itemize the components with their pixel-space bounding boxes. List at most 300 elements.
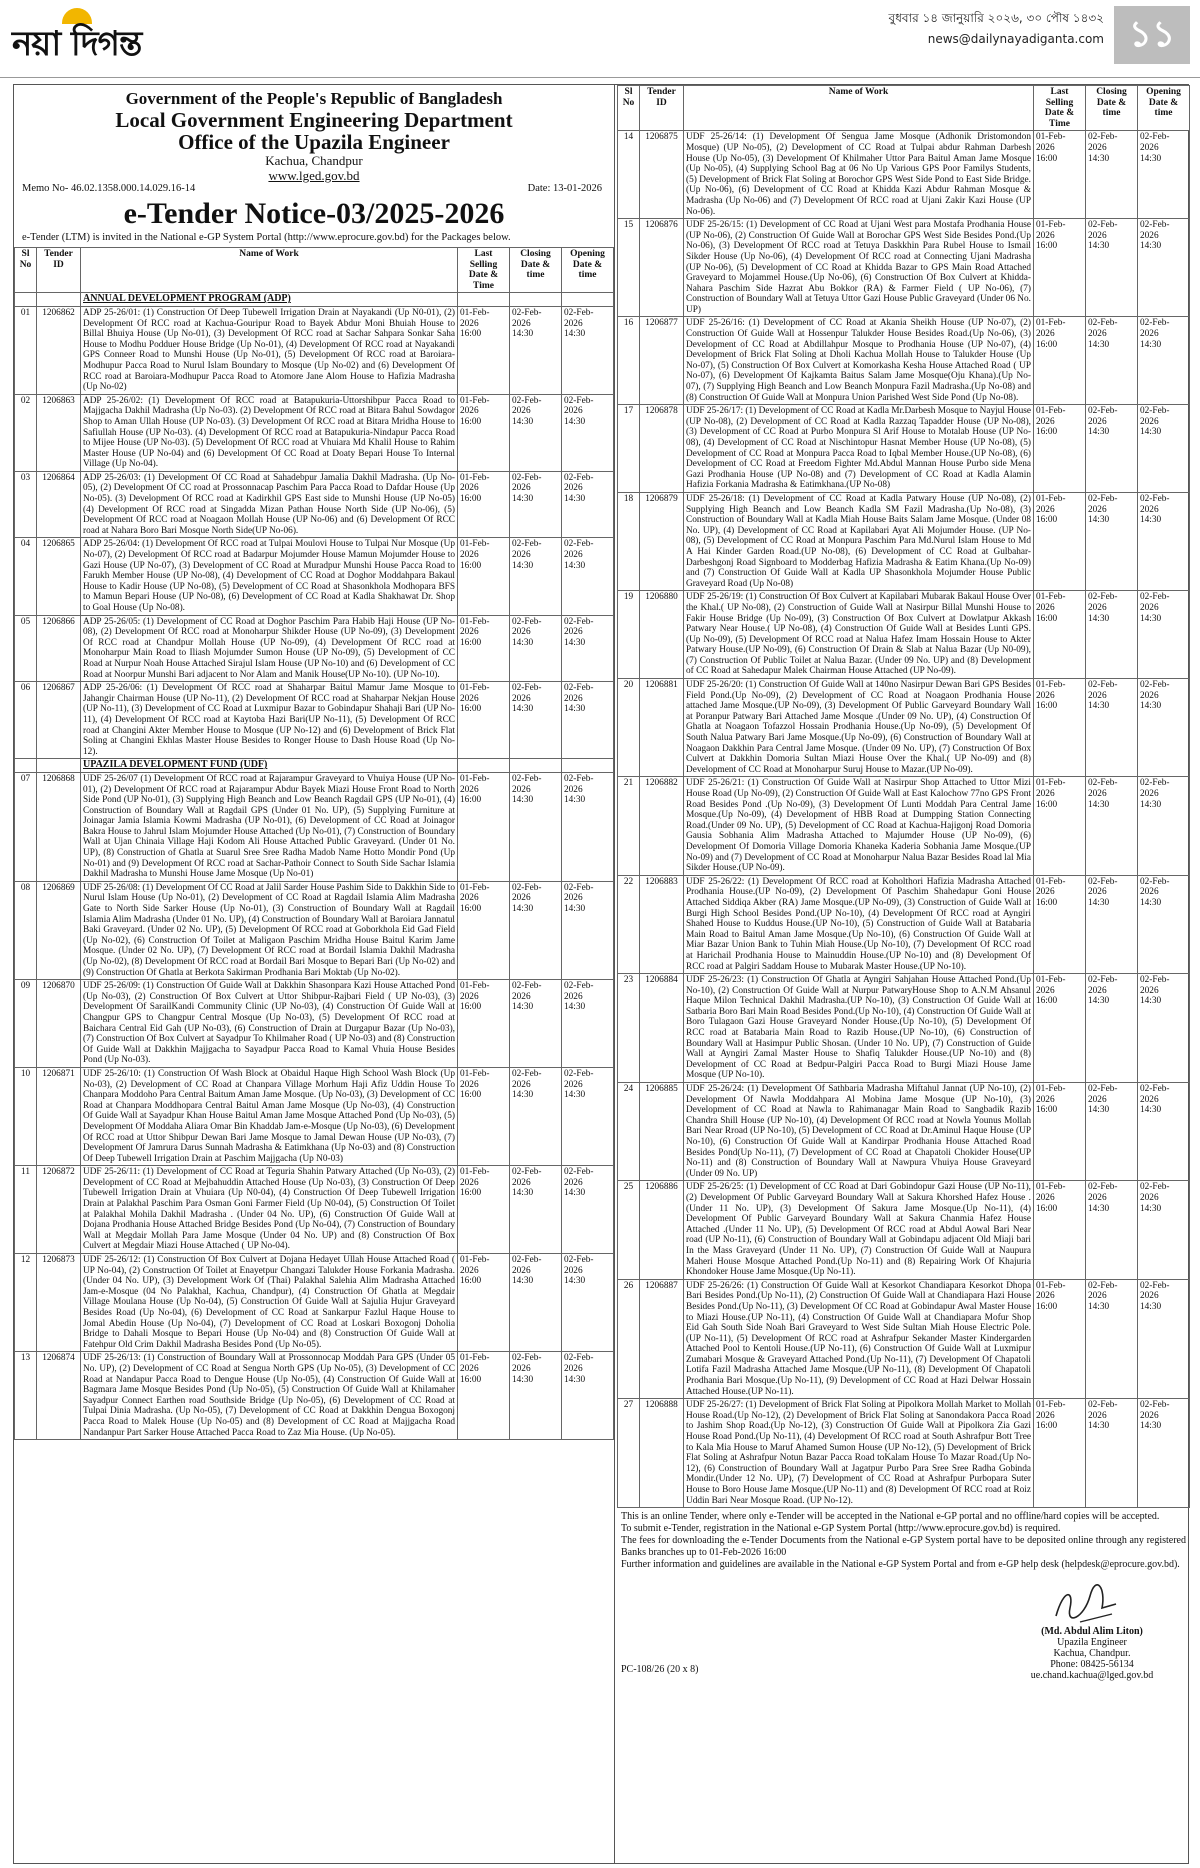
row-opening-date: 02-Feb-2026 [1140, 975, 1170, 996]
row-opening-date: 02-Feb-2026 [564, 616, 594, 638]
row-closing-time: 14:30 [512, 637, 534, 648]
row-closing-date: 02-Feb-2026 [512, 1167, 542, 1188]
row-last-selling [458, 1254, 510, 1352]
row-tender-id: 1206885 [640, 1083, 684, 1181]
col-sl: Sl No [618, 86, 640, 131]
row-last-selling [1034, 1399, 1086, 1508]
row-opening-date: 02-Feb-2026 [564, 539, 594, 561]
row-closing [1086, 974, 1138, 1083]
row-work: UDF 25-26/10: (1) Construction Of Wash Block at Obaidul Haque High School Wash Block (Up No-03), (2) Development of CC Road at Chanpara Village Morhum Haji Afiz Uddin House To Chanpara Moddoho Para Central Baitum Aman Jame Mosque. (Up No-03), (3) Development of CC Road at Chanpara Moddhopara Central Baitul Aman Jame Mosque (Up No-03), (4) Construction Of Guide Wall at Sayadpur Khan House Baitul Aman Jame Mosque Attached Pond (Up No-03), (5) Development Of Moddaha Aliara Omar Bin Khaddab Jam-e-Mosque (Up No-03), (6) Development Of RCC road at Uttor Shibpur Dewan Bari Jame Mosque to Jamal Dewan House (UP No-03), (7) Development Of Jamrura Darus Sunnah Madrasha & Eatimkhana (Up No-03) and (8) Construction Of Deep Tubewell Irrigation Drain at Paschim Majjgacha (Up N0-03) [81, 1067, 458, 1165]
row-opening-time: 14:30 [564, 1090, 586, 1101]
row-work: UDF 25-26/27: (1) Development of Brick Flat Soling at Pipolkora Mollah Market to Mollah House Road.(Up No-12), (2) Development of Brick Flat Soling at Sanondakora Pacca Road to Jashim Shop Road.(Up No-12), (3) Construction Of Guide Wall at Pipolkora Zia Gazi House Road Pond.(Up No-11), (4) Development Of RCC road at South Ashrafpur Bott Tree to Kala Mia House to Maruf Ahamed Sumon House (UP No-12), (5) Development of Brick Flat Soling at Ashrafpur Notun Bazar Pacca Road toKalam House To Mazar Road.(Up No-12), (6) Construction of Boundary Wall at Jagatpur Purbo Para Sree Sree Radha Gobinda Mondir.(Under 12 No. UP), (7) Development of CC Road at Ashrafpur Purbopara Suter House to Boro House Jame Mosque.(UP No-11) and (8) Development Of RCC road at Roiz Uddin Bari Near Mosque Road. (UP No-12). [684, 1399, 1034, 1508]
row-last-selling [1034, 492, 1086, 590]
row-closing-date: 02-Feb-2026 [512, 1353, 542, 1374]
row-last-selling [1034, 131, 1086, 219]
row-last-selling-time: 16:00 [1036, 613, 1058, 624]
row-work: UDF 25-26/24: (1) Development Of Sathbaria Madrasha Miftahul Jannat (UP No-10), (2) Development Of Nawla Moddahpara Al Mobina Jame Mosque (UP No-10), (3) Development of CC Road at Nawla to Rahimanagar Main Road to Sangbadik Razib Chandra Shill House (UP No-10), (4) Development Of RCC road at Nowla Younus Mollah Bari Near Rroad (UP No-10), (5) Development of CC Road at Dr.Aminul Haque House (UP No-10), (6) Construction Of Guide Wall at Kandirpar Prodhania House Attached Road Besides Pond(Up No-11), (7) Development of CC Road at Chapatoli Chokider House(UP No-11) and (8) Construction of Boundary Wall at Nawpura Vhuiya House Graveyard (Under 09 No. UP) [684, 1083, 1034, 1181]
row-sl: 22 [618, 875, 640, 973]
row-last-selling-date: 01-Feb-2026 [1036, 318, 1066, 340]
table-row [618, 1279, 1190, 1399]
row-opening [1138, 492, 1190, 590]
row-closing [510, 615, 562, 682]
row-opening [1138, 131, 1190, 219]
row-opening [562, 471, 614, 538]
row-closing [1086, 131, 1138, 219]
row-work: UDF 25-26/21: (1) Construction Of Guide Wall at Nasirpur Shop Attached to Uttor Mizi House Road (Up No-09), (2) Construction Of Guide Wall at East Kalochow 77no GPS Front Road Besides Pond .(Up No-09), (3) Development Of Lunti Moddah Para Central Jame Mosque.(Up No-09), (4) Development of HBB Road at Dumpping Station Connecting Road.(Under 09 No. UP), (5) Development of CC Road at Kachua-Hajigonj Road Domoria Gausia Sobhania Alim Madrasha Attached to Majumder House (UP No-09), (6) Development Of Domoria Village Domoria Khaneka Kaderia Sobhania Jame Mosque.(UP No-09) and (7) Development of CC Road at Monoharpur Nalua Bazar Besides Road lal Mia Sikder House.(UP No-09). [684, 777, 1034, 875]
pc-code: PC-108/26 (20 x 8) [621, 1664, 699, 1676]
table-row [15, 682, 614, 759]
row-work: UDF 25-26/19: (1) Construction Of Box Culvert at Kapilabari Mubarak Bakaul House Over the Khal.( UP No-08), (2) Construction of Guide Wall at Nasirpur Billal Munshi House to Fakir House Bridge (Up No-09), (3) Construction Of Box Culvert at Dowlatpur Akkash Patwary Near House.( UP No-08), (4) Construction Of Guide Wall at Besides Lunti GPS. (Up No-09), (5) Development Of RCC road at Nalua Hafez Imam Hossain House to Akter Patwary House.(UP No-09), (6) Construction Of Drain & Slab at Nalua Bazar (Up N0-09), (7) Construction Of Public Toilet at Nalua Bazar. (Under 09 No. UP) and (8) Development of CC Road at Sahedapur Malek Chairman House Attached (UP No-09). [684, 591, 1034, 679]
row-closing [1086, 1083, 1138, 1181]
row-last-selling-time: 16:00 [460, 416, 482, 427]
row-tender-id: 1206881 [640, 679, 684, 777]
row-last-selling-date: 01-Feb-2026 [1036, 592, 1066, 613]
row-work: ADP 25-26/05: (1) Development of CC Road at Doghor Paschim Para Habib Haji House (UP No-08), (2) Development Of RCC road at Monoharpur Shikder House (UP No-09), (3) Development Of RCC road at Chandpur Mollah House (UP No-09), (4) Development Of RCC road at Monoharpur Main Road to Iliash Mojumder Sumon House (UP No-09), (5) Development of CC Road at Nurpur Noah House Attached Sirajul Islam House (UP No-10) and (6) Development of CC Road at Noorpur Munshi Bari adjacent to Nor Alam and Manik House(UP No-10). (UP No-10). [81, 615, 458, 682]
row-closing-time: 14:30 [512, 416, 534, 427]
section-row-udf [15, 759, 614, 773]
row-closing-time: 14:30 [512, 904, 534, 915]
row-sl: 19 [618, 591, 640, 679]
row-opening [562, 394, 614, 471]
signer-title: Upazila Engineer [1057, 1637, 1127, 1649]
footer-line-3: The fees for downloading the e-Tender Documents from the National e-GP System portal have to be deposited online through any registered Banks branches up to 01-Feb-2026 16:00 [621, 1535, 1186, 1559]
row-closing-time: 14:30 [1088, 613, 1110, 624]
newspaper-logo: নয়া দিগন্ত [12, 24, 142, 64]
row-opening-time: 14:30 [1140, 1105, 1162, 1116]
tender-table-left [14, 247, 614, 1440]
row-closing [510, 538, 562, 615]
table-row [618, 875, 1190, 973]
row-last-selling-time: 16:00 [1036, 799, 1058, 810]
newspaper-email: news@dailynayadiganta.com [927, 32, 1104, 46]
row-opening-time: 14:30 [564, 416, 586, 427]
row-last-selling [458, 980, 510, 1068]
row-sl: 08 [15, 881, 37, 979]
row-opening-date: 02-Feb-2026 [1140, 1280, 1170, 1302]
row-opening [1138, 405, 1190, 493]
row-opening [1138, 1181, 1190, 1279]
row-closing [510, 1166, 562, 1254]
notice-left-column [14, 85, 615, 1863]
row-work: UDF 25-26/26: (1) Construction Of Guide Wall at Kesorkot Chandiapara Kesorkot Dhopa Bari Besides Pond.(Up No-11), (2) Construction Of Guide Wall at Chandiapara Hazi House Besides Pond.(Up No-11), (3) Development Of CC Road at Gobindapur Awal Master House to Miazi House.(UP No-11), (4) Construction Of Guide Wall at Chandiapara Mofur Shop Eid Gah South Side Noah Bari Graveyard to West Side Sultan Miah House Electric Pole.(UP No-11), (5) Development Of RCC road at Ashrafpur Sekander Master Kindergarden Attached Pool to Kentoli House.(UP No-11), (6) Construction Of Guide Wall at Luxmipur Zumabari Mosque & Graveyard Attached Pond.(Up No-11), (7) Development Of Chapatoli Lotifa Fazil Madrasha Attached Jame Mosque.(UP No-11), (8) Development Of Chapatoli Prodhania Bari Mosque.(Up No-11), (9) Development of CC Road at Hazi Delwar Hossain Attached House.(UP No-11). [684, 1279, 1034, 1399]
table-row [15, 538, 614, 615]
row-sl: 12 [15, 1254, 37, 1352]
table-row [618, 974, 1190, 1083]
row-closing [510, 394, 562, 471]
row-opening-date: 02-Feb-2026 [564, 395, 594, 417]
table-row [618, 679, 1190, 777]
row-tender-id: 1206883 [640, 875, 684, 973]
row-last-selling-date: 01-Feb-2026 [1036, 132, 1066, 153]
row-opening [562, 1067, 614, 1165]
row-last-selling [1034, 974, 1086, 1083]
row-closing-date: 02-Feb-2026 [1088, 680, 1118, 701]
row-last-selling [1034, 1279, 1086, 1399]
row-last-selling [458, 682, 510, 759]
row-opening-date: 02-Feb-2026 [564, 1068, 594, 1090]
row-closing-date: 02-Feb-2026 [1088, 1182, 1118, 1203]
row-sl: 21 [618, 777, 640, 875]
row-tender-id: 1206888 [640, 1399, 684, 1508]
tender-notice [13, 84, 1189, 1864]
row-last-selling-time: 16:00 [460, 637, 482, 648]
row-sl: 01 [15, 306, 37, 394]
row-last-selling [1034, 1083, 1086, 1181]
row-closing-time: 14:30 [512, 704, 534, 715]
row-last-selling-date: 01-Feb-2026 [460, 472, 490, 494]
row-last-selling [1034, 405, 1086, 493]
row-closing [1086, 777, 1138, 875]
row-closing [1086, 679, 1138, 777]
row-last-selling-date: 01-Feb-2026 [1036, 778, 1066, 799]
table-row [618, 219, 1190, 317]
row-work: UDF 25-26/14: (1) Development Of Sengua Jame Mosque (Adhonik Dristomondon Mosque) (UP No-05), (2) Development of CC Road at Tulpai abdur Rahman Darbesh House (Up No-05), (3) Development Of Khilmaher Uttor Para Baitul Aman Jame Mosque (Up No-05), (4) Supplying School Bag at 06 No Up Various GPS Poor Familys Students, (5) Development of Brick Flat Soling at Borochor GPS West Side Pond to East Side Bridge.(Up No-06), (6) Development of CC Road at Khidda Kazi Abdur Rahman Mosque & Madrasha (Up No-06) and (7) Development Of RCC road at Ujani Zakir Kazi House (UP No-06). [684, 131, 1034, 219]
row-work: UDF 25-26/08: (1) Development Of CC Road at Jalil Sarder House Pashim Side to Dakkhin Side to Nurul Islam House (Up No-01), (2) Development of CC Road at Ragdail Islamia Alim Madrasha Gate to North Side Sarker House (Up No-01), (3) Construction of Boundary Wall at Ragdail Islamia Alim Madrasha (Under 01 No. UP), (4) Construction of Boundary Wall at Baroiara Jannatul Baki Graveyard. (Under 02 No. UP), (5) Development Of RCC road at Goborkhola Eid Gad Field (Up No-02), (6) Construction Of Toilet at Maligaon Paschim Mridha House Baitul Karim Jame Mosque. (Under 02 No. UP), (7) Development Of RCC road at Bordail Islamia Dakhil Madrasha (Up No-02), (8) Development Of RCC road at Bordail Bari Mosque to Bepari Bari (Up No-02) and (9) Construction Of Ghatla at Berkota Sakirman Prodhania Bari Moktab (Up No-02). [81, 881, 458, 979]
col-tender-id: Tender ID [37, 248, 81, 293]
signature-block [617, 1574, 1190, 1684]
row-closing [510, 772, 562, 881]
footer-line-1: This is an online Tender, where only e-Tender will be accepted in the National e-GP portal and no offline/hard copies will be accepted. [621, 1511, 1160, 1523]
row-sl: 06 [15, 682, 37, 759]
row-sl: 23 [618, 974, 640, 1083]
row-last-selling-date: 01-Feb-2026 [1036, 975, 1066, 996]
row-opening-date: 02-Feb-2026 [564, 307, 594, 329]
row-opening-time: 14:30 [1140, 996, 1162, 1007]
signer-email: ue.chand.kachua@lged.gov.bd [1030, 1670, 1154, 1682]
row-last-selling-date: 01-Feb-2026 [460, 395, 490, 417]
row-closing-time: 14:30 [1088, 1421, 1110, 1432]
row-opening [562, 772, 614, 881]
row-opening-time: 14:30 [564, 1276, 586, 1287]
row-opening-time: 14:30 [1140, 1203, 1162, 1214]
table-row [618, 317, 1190, 405]
row-closing-date: 02-Feb-2026 [512, 395, 542, 417]
row-closing-date: 02-Feb-2026 [512, 773, 542, 795]
notice-title: e-Tender Notice-03/2025-2026 [123, 197, 505, 230]
row-closing-time: 14:30 [1088, 996, 1110, 1007]
row-sl: 04 [15, 538, 37, 615]
row-closing [510, 1067, 562, 1165]
row-closing-date: 02-Feb-2026 [1088, 592, 1118, 613]
row-opening [562, 306, 614, 394]
footer-line-4: Further information and guidelines are available in the National e-GP System Portal and from e-GP help desk (helpdesk@eprocure.gov.bd). [621, 1559, 1180, 1571]
row-closing-date: 02-Feb-2026 [512, 683, 542, 704]
row-last-selling [458, 772, 510, 881]
row-opening-date: 02-Feb-2026 [564, 882, 594, 904]
row-opening [1138, 591, 1190, 679]
row-closing-time: 14:30 [512, 1276, 534, 1287]
row-tender-id: 1206879 [640, 492, 684, 590]
row-closing-date: 02-Feb-2026 [1088, 1084, 1118, 1105]
row-closing-date: 02-Feb-2026 [512, 1068, 542, 1090]
row-sl: 09 [15, 980, 37, 1068]
col-work: Name of Work [684, 86, 1034, 131]
row-opening-date: 02-Feb-2026 [1140, 876, 1170, 898]
row-closing-date: 02-Feb-2026 [1088, 318, 1118, 340]
row-opening-time: 14:30 [564, 494, 586, 505]
row-work: UDF 25-26/11: (1) Development of CC Road at Teguria Shahin Patwary Attached (Up No-03), (2) Development of CC Road at Mejbahuddin Attached House (Up No-03), (3) Construction Of Deep Tubewell Irrigation Drain at Vhuiara (Up N0-04), (4) Construction Of Deep Tubewell Irrigation Drain at Palakhal Paschim Para Osman Goni Farmer Field (Up N0-04), (5) Construction Of Toilet at Palakhal Mohila Dakhil Madrasha . (Under 04 No. UP), (6) Construction Of Guide Wall at Dojana Prodhania House Attached Bridge Besides Pond (Up No-04), (7) Construction of Boundary Wall at Megdair Mollah Para Jame Mosque (Under 04 No. UP) and (8) Construction Of Box Culvert at Megdair Miazi House Attached ( UP No-04). [81, 1166, 458, 1254]
row-last-selling-date: 01-Feb-2026 [460, 1255, 490, 1276]
row-opening [1138, 317, 1190, 405]
row-opening [562, 1166, 614, 1254]
row-opening-time: 14:30 [564, 637, 586, 648]
row-opening-time: 14:30 [564, 560, 586, 571]
row-closing [510, 1352, 562, 1440]
row-last-selling-time: 16:00 [1036, 515, 1058, 526]
row-opening-date: 02-Feb-2026 [564, 472, 594, 494]
tender-table-right [617, 85, 1190, 1508]
row-last-selling [458, 1166, 510, 1254]
col-work: Name of Work [81, 248, 458, 293]
row-last-selling-time: 16:00 [1036, 1421, 1058, 1432]
row-last-selling-time: 16:00 [1036, 1301, 1058, 1312]
row-last-selling-date: 01-Feb-2026 [1036, 406, 1066, 427]
row-closing [1086, 405, 1138, 493]
row-work: ADP 25-26/04: (1) Development Of RCC road at Tulpai Moulovi House to Tulpai Nur Mosque (Up No-07), (2) Development Of RCC road at Badarpur Mojumder House Mamun Mojumder House to Gazi House (UP No-07), (3) Development of CC Road at Muradpur Munshi House Pacca Road to Farukh Member House (UP No-08), (4) Development of CC Road at Doghor Moddahpara Bakaul House to Kadir House (UP No-08), (5) Development of CC Road at Shasonkhola Modhopara BFS to Mamun Bepari House (UP No-08), (6) Development of CC Road at Kadla Shakhawat Dr. Shop to Goal House (Up No-08). [81, 538, 458, 615]
row-closing-date: 02-Feb-2026 [1088, 778, 1118, 799]
section-title: UPAZILA DEVELOPMENT FUND (UDF) [81, 759, 458, 773]
row-last-selling [458, 471, 510, 538]
row-closing-date: 02-Feb-2026 [512, 981, 542, 1002]
row-opening-time: 14:30 [1140, 1421, 1162, 1432]
table-row [618, 777, 1190, 875]
table-row [15, 1254, 614, 1352]
table-row [15, 471, 614, 538]
row-closing-date: 02-Feb-2026 [1088, 220, 1118, 241]
row-tender-id: 1206884 [640, 974, 684, 1083]
row-sl: 10 [15, 1067, 37, 1165]
row-closing-time: 14:30 [1088, 897, 1110, 908]
row-work: UDF 25-26/15: (1) Development of CC Road at Ujani West para Mostafa Prodhania House (UP No-06), (2) Construction Of Guide Wall at Borochar GPS West Side Besides Pond.(Up No-06), (3) Development Of RCC road at Tetuya Daskkhin Para Rubel House to Ismail Sikder House (Up No-06), (4) Development Of RCC road at Connecting Ujani Madrasha (UP No-06), (5) Development of CC Road at Khidda Bazar to GPS Main Road Attached Graveyard to Mojammel House.(Up No-06), (6) Construction Of Box Culvert at Khidda-Nahara Paschim Side Hazrat Abu Bokkor (RA) & Farmer Field ( UP No-06), (7) Construction of Boundary Wall at Tetuya Uttor Gazi House Public Graveyard (Under 06 No. UP) [684, 219, 1034, 317]
row-last-selling-time: 16:00 [1036, 1203, 1058, 1214]
row-last-selling [458, 538, 510, 615]
row-opening-date: 02-Feb-2026 [1140, 132, 1170, 153]
row-last-selling-time: 16:00 [460, 1188, 482, 1199]
row-closing-time: 14:30 [1088, 427, 1110, 438]
row-tender-id: 1206865 [37, 538, 81, 615]
row-closing-date: 02-Feb-2026 [1088, 975, 1118, 996]
row-last-selling-time: 16:00 [460, 704, 482, 715]
row-last-selling-time: 16:00 [460, 904, 482, 915]
signer-name: (Md. Abdul Alim Liton) [1041, 1626, 1143, 1638]
row-opening-time: 14:30 [564, 1374, 586, 1385]
row-work: UDF 25-26/23: (1) Construction Of Ghatla at Ayngiri Sahjahan House Attached Pond.(Up No-10), (2) Construction Of Guide Wall at Nurpur PatwaryHouse Shop to A.N.M Ahsanul Haque Milon Technical Dakhil Madrasha.(UP No-10), (3) Construction Of Guide Wall at Satbaria Boro Bari Main Road Besides Pond.(Up No-10), (4) Construction Of Guide Wall at Boro Tulagaon Gazi House Graveyard Nonder House.(Up No-10), (5) Development Of RCC road at Batabaria Main Road to Razib House.(UP No-10), (6) Construction of Boundary Wall at Hasimpur Public Shosan. (Under 10 No. UP), (7) Construction of Guide Wall at Ayngiri Zamal Master House to Shafiq Talukder House.(UP No-10) and (8) Development of CC Road at Bedpur-Palgiri Pacca Road to Burgi Miazi House Jame Mosque (UP No-10). [684, 974, 1034, 1083]
section-row-adp [15, 293, 614, 307]
row-last-selling-time: 16:00 [460, 1090, 482, 1101]
row-closing-date: 02-Feb-2026 [512, 1255, 542, 1276]
row-work: ADP 25-26/02: (1) Development Of RCC road at Batapukuria-Uttorshibpur Pacca Road to Majjgacha Dakhil Madrasha (Up No-03). (2) Development Of RCC road at Bitara Bahul Sowdagor Shop to Aman Ullah House (UP No-03). (3) Development Of RCC road at Bitara Mridha House to Safiullah House (UP No-03). (4) Development Of RCC road at Batapukuria-Nindapur Pacca Road to Mijee House (UP No-03). (5) Development Of RCC road at Vhuiara Md Khalil House to Rahim Master House (UP No-04) and (6) Development Of CC Road at Doaty Bepari House To Internal Village (Up No-04). [81, 394, 458, 471]
row-last-selling-date: 01-Feb-2026 [460, 1353, 490, 1374]
row-closing [1086, 492, 1138, 590]
row-last-selling-date: 01-Feb-2026 [460, 307, 490, 329]
row-sl: 20 [618, 679, 640, 777]
row-last-selling [1034, 317, 1086, 405]
table-row [15, 772, 614, 881]
table-row [618, 591, 1190, 679]
page-number: ১১ [1114, 6, 1190, 64]
row-last-selling-date: 01-Feb-2026 [460, 1068, 490, 1090]
row-opening [562, 615, 614, 682]
row-last-selling-time: 16:00 [460, 1002, 482, 1013]
row-sl: 14 [618, 131, 640, 219]
row-opening [1138, 974, 1190, 1083]
row-last-selling [458, 881, 510, 979]
row-last-selling-time: 16:00 [1036, 241, 1058, 252]
col-last-selling: Last Selling Date & Time [1034, 86, 1086, 131]
row-closing-date: 02-Feb-2026 [1088, 132, 1118, 153]
empty-cell [510, 759, 562, 773]
notice-right-column [617, 85, 1190, 1863]
row-opening [1138, 875, 1190, 973]
memo-row [22, 183, 606, 197]
row-last-selling-date: 01-Feb-2026 [1036, 680, 1066, 701]
row-last-selling-date: 01-Feb-2026 [460, 882, 490, 904]
row-opening [1138, 1399, 1190, 1508]
table-header-row [15, 248, 614, 293]
row-closing [510, 1254, 562, 1352]
row-opening [562, 682, 614, 759]
col-opening: Opening Date & time [1138, 86, 1190, 131]
empty-cell [562, 759, 614, 773]
row-tender-id: 1206886 [640, 1181, 684, 1279]
row-work: UDF 25-26/09: (1) Construction Of Guide Wall at Dakkhin Shasonpara Kazi House Attached Pond (Up No-03), (2) Construction Of Box Culvert at Uttor Shibpur-Rajbari Field ( UP No-03), (3) Development Of SarailKandi Community Clinic (UP No-03), (4) Construction Of Guide Wall at Changpur GPS to Changpur Central Mosque (Up No-03), (5) Development Of RCC road at Baichara Central Eid Gah (UP No-03), (6) Construction of Drain at Durgapur Bazar (Up No-03), (7) Construction Of Box Culvert at Sayadpur To Khilmaher Road ( UP No-03) and (8) Construction Of Guide Wall at Dakkhin Majjgacha to Sayadpur Pacca Road to Kamal Vhuia House Besides Pond (Up No-03). [81, 980, 458, 1068]
row-work: UDF 25-26/18: (1) Development of CC Road at Kadla Patwary House (UP No-08), (2) Supplying High Beanch and Low Beanch Kadla SM Fazil Madrasha.(Up No-08), (3) Construction of Boundary Wall at Kadla Miah House Baits Salam Jame Mosque. (Under 08 No. UP), (4) Development of CC Road at Kapilabari Ayat Ali Mojumder House. (UP No-08), (5) Development of CC Road at Monpura Paschim Para Md.Nurul Islam House to Md A Hai Kinder Garden Road.(UP No-08), (6) Development of CC Road at Gulbahar-Darbeshgonj Road Signboard to Modderbag Hafizia Madrasha & Eatim Khana.(Up No-09) and (7) Construction Of Guide Wall at Kadla UP Shasonkhola Mojumder House Public Graveyard Road (Up No-08) [684, 492, 1034, 590]
row-closing [1086, 317, 1138, 405]
row-opening-date: 02-Feb-2026 [564, 1353, 594, 1374]
row-closing [1086, 1279, 1138, 1399]
row-opening [562, 538, 614, 615]
row-last-selling-time: 16:00 [460, 560, 482, 571]
empty-cell [37, 759, 81, 773]
row-opening-time: 14:30 [564, 704, 586, 715]
footer-line-2: To submit e-Tender, registration in the National e-GP System Portal (http://www.eprocure.gov.bd) is required. [621, 1523, 1061, 1535]
row-work: ADP 25-26/03: (1) Development Of CC Road at Sahadebpur Jamalia Dakhil Madrasha. (Up No-05), (2) Development Of CC road at Prossonnacap Paschim Para Pacca Road to Dafdar House (Up No-05). (3) Development Of RCC road at Kadirkhil GPS East side to Munshi House (UP No-05) (4) Development Of RCC road at Singadda Mizan Pathan House North Side (UP No-06), (5) Development Of RCC road at Noagaon Mollah House (UP No-06) and (6) Development Of RCC road at Nahara Boro Bari Mosque North Side(UP No-06). [81, 471, 458, 538]
office-place: Kachua, Chandpur [265, 153, 363, 168]
row-opening-time: 14:30 [564, 904, 586, 915]
row-tender-id: 1206877 [640, 317, 684, 405]
row-opening-date: 02-Feb-2026 [564, 1255, 594, 1276]
row-last-selling [458, 615, 510, 682]
row-closing-time: 14:30 [512, 1374, 534, 1385]
row-last-selling-date: 01-Feb-2026 [1036, 1400, 1066, 1421]
row-sl: 25 [618, 1181, 640, 1279]
row-closing-date: 02-Feb-2026 [1088, 1400, 1118, 1421]
row-tender-id: 1206869 [37, 881, 81, 979]
row-closing [1086, 591, 1138, 679]
row-closing-date: 02-Feb-2026 [512, 882, 542, 904]
table-row [15, 1067, 614, 1165]
row-opening-date: 02-Feb-2026 [564, 1167, 594, 1188]
row-closing [510, 881, 562, 979]
row-opening [1138, 1083, 1190, 1181]
row-closing-date: 02-Feb-2026 [512, 307, 542, 329]
row-opening-time: 14:30 [1140, 339, 1162, 350]
row-sl: 02 [15, 394, 37, 471]
row-work: UDF 25-26/12: (1) Construction Of Box Culvert at Dojana Hedayet Ullah House Attached Road ( UP No-04), (2) Construction Of Toilet at Enayetpur Changazi Talukder House Forkania Madrasha. (Under 04 No. UP), (3) Development Work Of (Thai) Palakhal Salehia Alim Madrasha Attached Jam-e-Mosque (04 No Palakhal, Kachua, Chandpur), (4) Construction Of Ghatla at Megdair Village Moulana House (Up No-04), (5) Construction Of Guide Wall at Sajulia Hujur Graveyard Besides Road (Up No-04), (6) Development of CC Road at Sankarpur Fazlul Haque House to Jomal Abedin House (Up No-04), (7) Development of CC Road at Loskari Boxogonj Doholia Bridge to Dahali Mosque to Bepari House (Up No-04) and (8) Construction Of Guide Wall at Fatehpur Old Crim Dakhil Madrasha Besides Pond (Up No-05). [81, 1254, 458, 1352]
notice-intro: e-Tender (LTM) is invited in the National e-GP System Portal (http://www.eprocure.gov.bd) for the Packages below. [22, 232, 511, 243]
row-closing-time: 14:30 [512, 494, 534, 505]
row-opening-date: 02-Feb-2026 [1140, 318, 1170, 340]
row-last-selling-date: 01-Feb-2026 [1036, 1182, 1066, 1203]
row-sl: 27 [618, 1399, 640, 1508]
row-last-selling-date: 01-Feb-2026 [460, 773, 490, 795]
row-closing-time: 14:30 [512, 1090, 534, 1101]
row-last-selling-time: 16:00 [1036, 339, 1058, 350]
row-opening [1138, 679, 1190, 777]
row-opening-time: 14:30 [564, 795, 586, 806]
row-closing-time: 14:30 [1088, 241, 1110, 252]
row-last-selling [458, 306, 510, 394]
table-row [15, 394, 614, 471]
row-last-selling [1034, 1181, 1086, 1279]
gov-heading: Government of the People's Republic of Bangladesh [125, 89, 503, 108]
row-opening-time: 14:30 [564, 1188, 586, 1199]
row-last-selling-time: 16:00 [1036, 897, 1058, 908]
row-opening [562, 1254, 614, 1352]
row-closing-time: 14:30 [1088, 1301, 1110, 1312]
row-tender-id: 1206871 [37, 1067, 81, 1165]
row-last-selling-date: 01-Feb-2026 [460, 1167, 490, 1188]
row-opening-time: 14:30 [1140, 241, 1162, 252]
signer-place: Kachua, Chandpur. [1053, 1648, 1131, 1660]
empty-cell [15, 759, 37, 773]
row-tender-id: 1206863 [37, 394, 81, 471]
row-tender-id: 1206862 [37, 306, 81, 394]
row-opening-date: 02-Feb-2026 [1140, 220, 1170, 241]
row-opening-date: 02-Feb-2026 [1140, 778, 1170, 799]
row-opening [562, 1352, 614, 1440]
row-last-selling-time: 16:00 [460, 1374, 482, 1385]
row-last-selling-time: 16:00 [460, 494, 482, 505]
signature-scribble-icon [1050, 1578, 1120, 1626]
table-row [618, 492, 1190, 590]
row-last-selling [458, 1067, 510, 1165]
dept-heading: Local Government Engineering Department [115, 108, 513, 132]
row-opening [562, 980, 614, 1068]
signer-details [1002, 1626, 1182, 1681]
row-opening [1138, 1279, 1190, 1399]
row-last-selling-time: 16:00 [1036, 1105, 1058, 1116]
row-closing [510, 306, 562, 394]
row-last-selling-date: 01-Feb-2026 [460, 981, 490, 1002]
row-work: UDF 25-26/16: (1) Development of CC Road at Akania Sheikh House (UP No-07), (2) Construction Of Guide Wall at Hossenpur Talukder House Besides Road.(Up No-06), (3) Development of CC Road at Abdillahpur Mosque to Prodhania House (UP No-07), (4) Development of Brick Flat Soling at Dholi Kachua Mollah House to Talukder House (Up No-07), (5) Construction Of Box Culvert at Komorkasha Kesha House Attached Road ( UP No-07), (6) Development Of Kajkamta Baitus Salam Jame Mosque(Oju Khana).(Up No-07), (7) Supplying High Beanch and Low Beanch Monpura Fazil Madrasha.(Up No-08) and (8) Construction Of Guide Wall at Monpura Union Parished West Side Pond (Up No-08). [684, 317, 1034, 405]
row-opening-date: 02-Feb-2026 [564, 981, 594, 1002]
row-last-selling-date: 01-Feb-2026 [460, 616, 490, 638]
row-sl: 24 [618, 1083, 640, 1181]
row-closing [1086, 875, 1138, 973]
row-sl: 18 [618, 492, 640, 590]
row-opening-time: 14:30 [1140, 427, 1162, 438]
office-heading: Office of the Upazila Engineer [178, 130, 450, 154]
table-row [618, 1083, 1190, 1181]
table-row [618, 405, 1190, 493]
row-tender-id: 1206876 [640, 219, 684, 317]
row-tender-id: 1206882 [640, 777, 684, 875]
row-closing-time: 14:30 [1088, 799, 1110, 810]
row-closing-date: 02-Feb-2026 [1088, 876, 1118, 898]
row-opening [562, 881, 614, 979]
row-last-selling-date: 01-Feb-2026 [460, 683, 490, 704]
row-opening [1138, 219, 1190, 317]
row-last-selling-time: 16:00 [460, 795, 482, 806]
row-sl: 05 [15, 615, 37, 682]
row-last-selling-date: 01-Feb-2026 [1036, 876, 1066, 898]
row-closing-time: 14:30 [1088, 515, 1110, 526]
row-closing-time: 14:30 [512, 329, 534, 340]
table-row [15, 615, 614, 682]
row-opening-date: 02-Feb-2026 [564, 683, 594, 704]
row-tender-id: 1206864 [37, 471, 81, 538]
